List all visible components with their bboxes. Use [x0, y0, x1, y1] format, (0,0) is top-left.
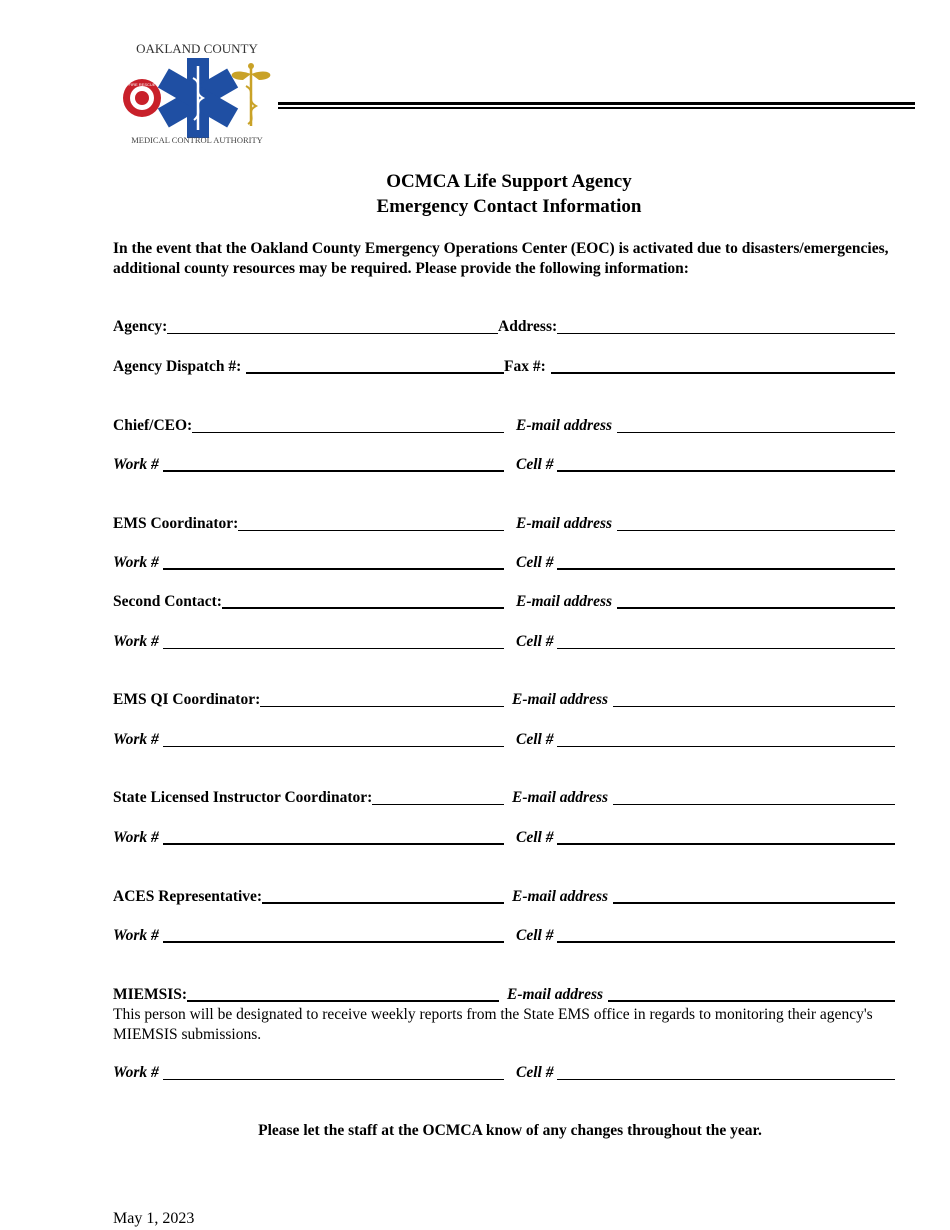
instructor-coordinator-phone-row: [113, 827, 895, 847]
miemsis-input-line[interactable]: [187, 986, 499, 1002]
second-contact-email-input-line[interactable]: [617, 593, 895, 609]
work-label: Work #: [113, 554, 159, 571]
cell-label: Cell #: [516, 554, 554, 571]
miemsis-label: MIEMSIS:: [113, 986, 188, 1003]
ems-coordinator-input-line[interactable]: [238, 516, 504, 531]
email-label: E-mail address: [507, 986, 604, 1003]
miemsis-work-field[interactable]: [113, 1062, 504, 1082]
qi-coordinator-email-field[interactable]: [512, 689, 895, 709]
qi-coordinator-row: [113, 689, 895, 709]
agency-input-line[interactable]: [167, 319, 498, 334]
ems-coordinator-work-input-line[interactable]: [163, 554, 504, 570]
qi-coordinator-email-input-line[interactable]: [613, 692, 895, 707]
instructor-coordinator-work-input-line[interactable]: [163, 829, 504, 845]
second-contact-work-field[interactable]: [113, 631, 504, 651]
miemsis-cell-field[interactable]: [516, 1062, 895, 1082]
email-label: E-mail address: [516, 417, 613, 434]
instructor-coordinator-email-input-line[interactable]: [613, 790, 895, 805]
email-label: E-mail address: [512, 888, 609, 905]
header-rule-thin: [278, 107, 915, 109]
document-date: May 1, 2023: [113, 1210, 195, 1227]
cell-label: Cell #: [516, 633, 554, 650]
ems-coordinator-email-input-line[interactable]: [617, 516, 895, 531]
logo-top-text: OAKLAND COUNTY: [136, 41, 258, 56]
miemsis-work-input-line[interactable]: [163, 1065, 504, 1080]
aces-work-input-line[interactable]: [163, 927, 504, 943]
logo-bottom-text: MEDICAL CONTROL AUTHORITY: [131, 135, 263, 145]
aces-row: [113, 886, 895, 906]
chief-cell-input-line[interactable]: [557, 456, 895, 472]
star-of-life-icon: [158, 58, 238, 138]
work-label: Work #: [113, 927, 159, 944]
second-contact-field[interactable]: [113, 591, 504, 611]
chief-field[interactable]: [113, 415, 504, 435]
aces-cell-field[interactable]: [516, 925, 895, 945]
instructor-coordinator-cell-input-line[interactable]: [557, 829, 895, 845]
dispatch-input-line[interactable]: [246, 358, 504, 374]
fax-input-line[interactable]: [551, 358, 895, 374]
chief-work-field[interactable]: [113, 454, 504, 474]
cell-label: Cell #: [516, 927, 554, 944]
qi-coordinator-cell-field[interactable]: [516, 729, 895, 749]
address-input-line[interactable]: [557, 319, 895, 334]
chief-input-line[interactable]: [192, 418, 504, 433]
ems-coordinator-field[interactable]: [113, 513, 504, 533]
miemsis-row: [113, 984, 895, 1004]
chief-row: [113, 415, 895, 435]
ems-coordinator-work-field[interactable]: [113, 552, 504, 572]
work-label: Work #: [113, 829, 159, 846]
intro-paragraph: In the event that the Oakland County Emergency Operations Center (EOC) is activated due to disasters/emergencies, additional county resources may be required. Please provide the following information:: [113, 240, 889, 277]
aces-cell-input-line[interactable]: [557, 927, 895, 943]
qi-coordinator-input-line[interactable]: [260, 692, 504, 707]
fax-label: Fax #:: [504, 358, 546, 375]
miemsis-phone-row: [113, 1062, 895, 1082]
second-contact-cell-input-line[interactable]: [557, 634, 895, 649]
work-label: Work #: [113, 633, 159, 650]
miemsis-email-field[interactable]: [507, 984, 895, 1004]
second-contact-row: [113, 591, 895, 611]
cell-label: Cell #: [516, 1064, 554, 1081]
ems-coordinator-email-field[interactable]: [516, 513, 895, 533]
second-contact-cell-field[interactable]: [516, 631, 895, 651]
agency-field[interactable]: [113, 316, 498, 336]
instructor-coordinator-work-field[interactable]: [113, 827, 504, 847]
miemsis-email-input-line[interactable]: [608, 986, 895, 1002]
chief-cell-field[interactable]: [516, 454, 895, 474]
chief-label: Chief/CEO:: [113, 417, 193, 434]
email-label: E-mail address: [512, 691, 609, 708]
work-label: Work #: [113, 1064, 159, 1081]
ems-coordinator-cell-field[interactable]: [516, 552, 895, 572]
ems-coordinator-cell-input-line[interactable]: [557, 554, 895, 570]
chief-phone-row: [113, 454, 895, 474]
qi-coordinator-work-field[interactable]: [113, 729, 504, 749]
fax-field[interactable]: [504, 356, 895, 376]
address-field[interactable]: [498, 316, 895, 336]
dispatch-row: [113, 356, 895, 376]
instructor-coordinator-label: State Licensed Instructor Coordinator:: [113, 789, 373, 806]
aces-label: ACES Representative:: [113, 888, 263, 905]
chief-email-field[interactable]: [516, 415, 895, 435]
miemsis-note: This person will be designated to receive weekly reports from the State EMS office in regards to monitoring their agency's MIEMSIS submissions.: [113, 1006, 873, 1043]
ems-coordinator-row: [113, 513, 895, 533]
page-subtitle: Emergency Contact Information: [376, 196, 642, 217]
aces-phone-row: [113, 925, 895, 945]
instructor-coordinator-email-field[interactable]: [512, 787, 895, 807]
aces-email-field[interactable]: [512, 886, 895, 906]
work-label: Work #: [113, 731, 159, 748]
miemsis-cell-input-line[interactable]: [557, 1065, 895, 1080]
instructor-coordinator-row: [113, 787, 895, 807]
ems-coordinator-phone-row: [113, 552, 895, 572]
oakland-county-logo: [115, 36, 280, 151]
header-rule-thick: [278, 102, 915, 105]
aces-email-input-line[interactable]: [613, 888, 895, 904]
email-label: E-mail address: [516, 515, 613, 532]
second-contact-email-field[interactable]: [516, 591, 895, 611]
second-contact-phone-row: [113, 631, 895, 651]
instructor-coordinator-input-line[interactable]: [372, 790, 504, 805]
dispatch-label: Agency Dispatch #:: [113, 358, 242, 375]
email-label: E-mail address: [512, 789, 609, 806]
instructor-coordinator-cell-field[interactable]: [516, 827, 895, 847]
qi-coordinator-field[interactable]: [113, 689, 504, 709]
aces-field[interactable]: [113, 886, 504, 906]
cell-label: Cell #: [516, 456, 554, 473]
fire-badge-icon: [123, 79, 161, 117]
qi-coordinator-cell-input-line[interactable]: [557, 732, 895, 747]
aces-input-line[interactable]: [262, 888, 504, 904]
email-label: E-mail address: [516, 593, 613, 610]
second-contact-input-line[interactable]: [222, 593, 504, 609]
chief-work-input-line[interactable]: [163, 456, 504, 472]
cell-label: Cell #: [516, 829, 554, 846]
address-label: Address:: [498, 318, 558, 335]
work-label: Work #: [113, 456, 159, 473]
miemsis-field[interactable]: [113, 984, 499, 1004]
instructor-coordinator-field[interactable]: [113, 787, 504, 807]
aces-work-field[interactable]: [113, 925, 504, 945]
ems-coordinator-label: EMS Coordinator:: [113, 515, 239, 532]
page-title: OCMCA Life Support Agency: [386, 171, 632, 192]
agency-row: [113, 316, 895, 336]
cell-label: Cell #: [516, 731, 554, 748]
caduceus-icon: [232, 63, 271, 126]
second-contact-work-input-line[interactable]: [163, 634, 504, 649]
second-contact-label: Second Contact:: [113, 593, 222, 610]
qi-coordinator-phone-row: [113, 729, 895, 749]
logo-badge-text: FIRE RESCUE: [128, 82, 156, 87]
dispatch-field[interactable]: [113, 356, 504, 376]
chief-email-input-line[interactable]: [617, 418, 895, 433]
qi-coordinator-label: EMS QI Coordinator:: [113, 691, 261, 708]
agency-label: Agency:: [113, 318, 168, 335]
qi-coordinator-work-input-line[interactable]: [163, 732, 504, 747]
footer-note: Please let the staff at the OCMCA know of any changes throughout the year.: [258, 1122, 762, 1139]
